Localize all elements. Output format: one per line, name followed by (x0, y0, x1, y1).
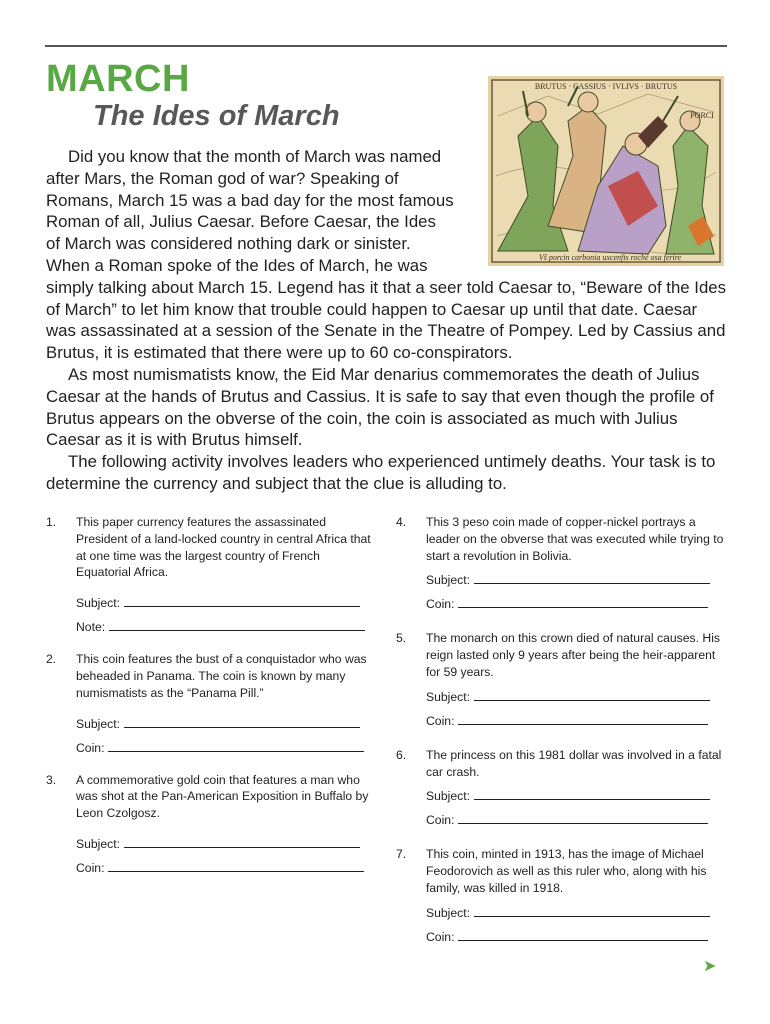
activity-left-column (46, 514, 376, 876)
answer-line-coin[interactable] (458, 929, 708, 941)
intro-paragraph-2: As most numismatists know, the Eid Mar denarius commemorates the death of Julius Caesar at the hands of Brutus and Cassius. It is safe to say that even though the profile of Brutus appears on the obverse of the coin, the coin is associated as much with Julius Caesar as it is with Brutus himself. (46, 364, 714, 450)
answer-line-subject[interactable] (474, 572, 710, 584)
answer-line-subject[interactable] (474, 905, 710, 917)
top-divider (45, 45, 727, 47)
intro-paragraph-3: The following activity involves leaders who experienced untimely deaths. Your task is to determine the currency and subject that the clue is alluding to. (46, 452, 716, 493)
answer-line-subject[interactable] (124, 836, 360, 848)
question-1: 1. This paper currency features the assassinated President of a land-locked country in central Africa that at one time was the largest country of French Equatorial Africa. Subject: Note: (46, 515, 371, 635)
answer-line-subject[interactable] (474, 689, 710, 701)
caption-top: BRUTUS · CASSIUS · IVLIVS · BRUTUS (534, 82, 678, 91)
question-4: 4. This 3 peso coin made of copper-nickel portrays a leader on the obverse that was executed while trying to start a revolution in Bolivia. Subject: Coin: (396, 515, 724, 612)
question-7: 7. This coin, minted in 1913, has the image of Michael Feodorovich as well as this ruler who, along with his family, was killed in 1918. Subject: Coin: (396, 846, 726, 944)
question-5: 5. The monarch on this crown died of natural causes. His reign lasted only 9 years after being the heir-apparent for 59 years. Subject: Coin: (396, 631, 720, 728)
question-2: 2. This coin features the bust of a conquistador who was beheaded in Panama. The coin is known by many numismatists as the “Panama Pill.” Subject: Coin: (46, 652, 367, 755)
page-title: MARCH (46, 58, 190, 100)
answer-line-note[interactable] (109, 619, 365, 631)
page-subtitle: The Ides of March (93, 100, 340, 132)
answer-line-coin[interactable] (458, 596, 708, 608)
answer-line-coin[interactable] (108, 860, 364, 872)
arrow-right-icon[interactable]: ➤ (703, 958, 717, 975)
caption-bottom: Vš porcin carbonia uxcenfis roché osa ferire (538, 253, 682, 262)
intro-text (46, 146, 728, 495)
question-3: 3. A commemorative gold coin that features a man who was shot at the Pan-American Exposition in Buffalo by Leon Czolgosz. Subject: Coin: (46, 772, 369, 875)
activity-right-column (396, 514, 726, 945)
answer-line-subject[interactable] (124, 595, 360, 607)
caption-right: PORCI (690, 111, 714, 120)
question-6: 6. The princess on this 1981 dollar was involved in a fatal car crash. Subject: Coin: (396, 747, 722, 828)
intro-wrapped-lines: Did you know that the month of March was named after Mars, the Roman god of war? Speaking of Romans, March 15 was a bad day for the most famous Roman of all, Julius Caesar. Before Caesar, the Ides of March was considered nothing dark or sinister. When a Roman spoke of the Ides of March, he was (46, 147, 454, 275)
answer-line-subject[interactable] (124, 716, 360, 728)
answer-line-coin[interactable] (108, 740, 364, 752)
answer-line-coin[interactable] (458, 812, 708, 824)
intro-paragraph-1: Did you know that the month of March was named after Mars, the Roman god of war? Speaking of Romans, March 15 was a bad day for the most famous Roman of all, Julius Caesar. Before Caesar, the Ides of March was considered nothing dark or sinister. When a Roman spoke of the Ides of March, he was simply talking about March 15. Legend has it that a seer told Caesar to, “Beware of the Ides of March” to let him know that trouble could happen to Caesar up until that date. Caesar was assassinated at a session of the Senate in the Theatre of Pompey. Led by Cassius and Brutus, it is estimated that there were up to 60 co-conspirators. (46, 147, 727, 363)
answer-line-subject[interactable] (474, 788, 710, 800)
answer-line-coin[interactable] (458, 713, 708, 725)
